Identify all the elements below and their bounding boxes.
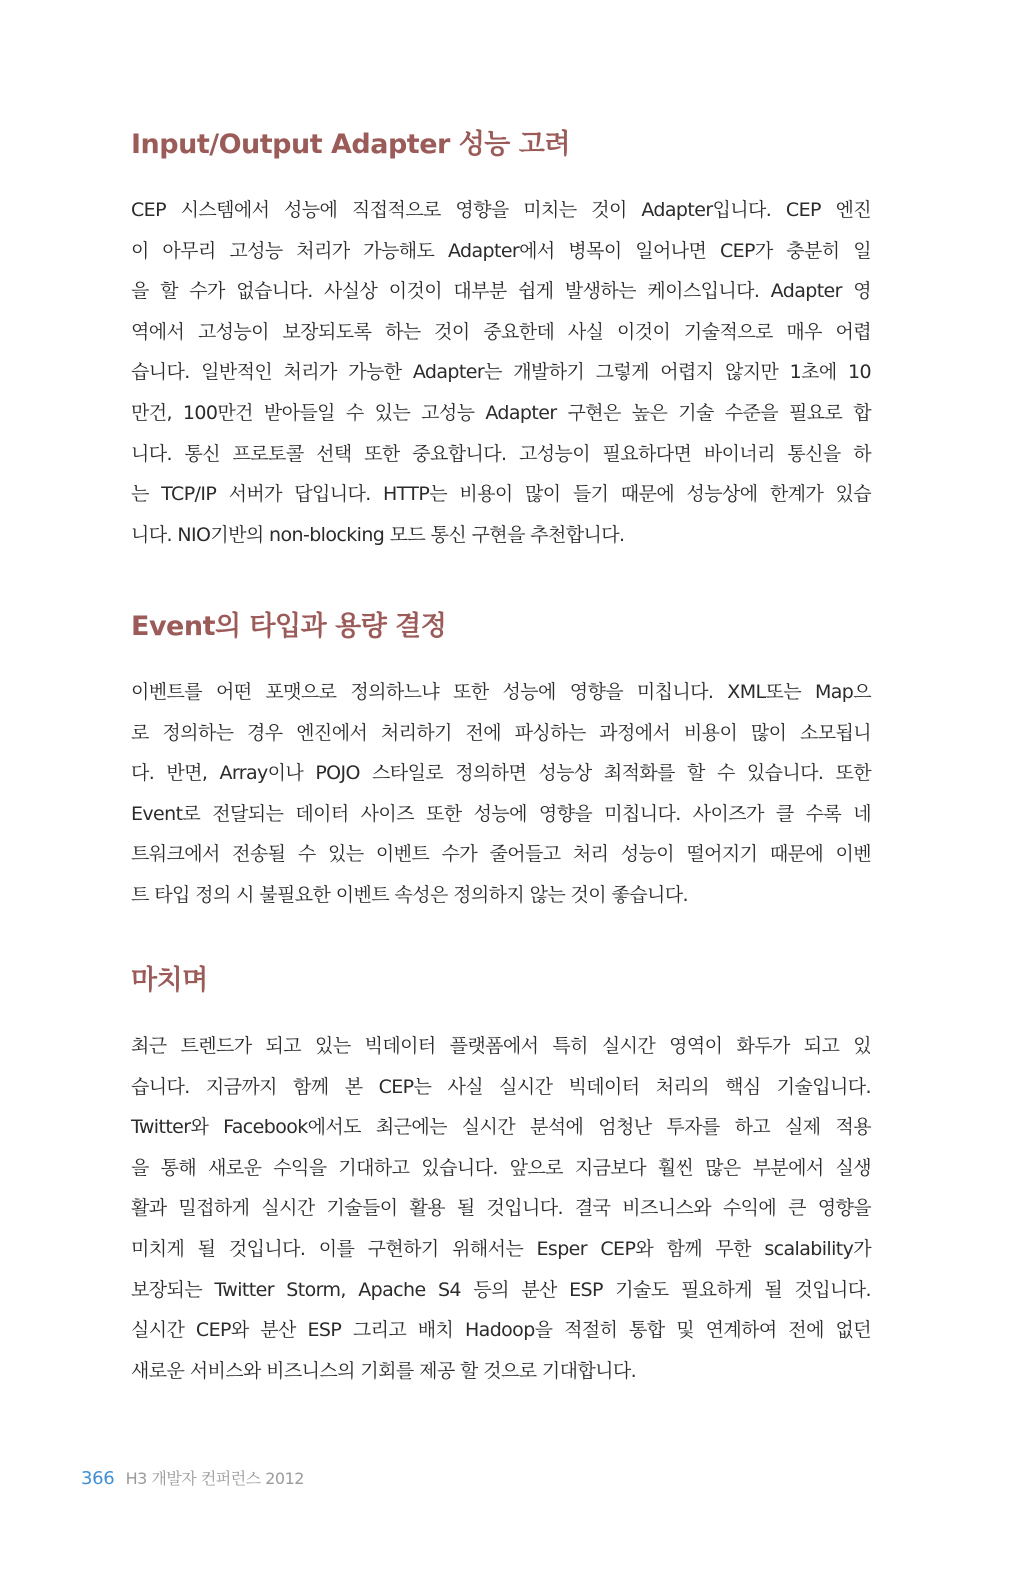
paragraph-line: 는 TCP/IP 서버가 답입니다. HTTP는 비용이 많이 들기 때문에 성능상에 한계가 있습 — [131, 483, 871, 506]
paragraph-line: 보장되는 Twitter Storm, Apache S4 등의 분산 ESP 기술도 필요하게 될 것입니다. — [131, 1278, 871, 1301]
page-footer — [81, 1467, 304, 1491]
paragraph-line: 새로운 서비스와 비즈니스의 기회를 제공 할 것으로 기대합니다. — [131, 1359, 637, 1382]
section-input-output-adapter — [131, 128, 871, 555]
paragraph-line: 다. 반면, Array이나 POJO 스타일로 정의하면 성능상 최적화를 할 수 있습니다. 또한 — [131, 762, 871, 785]
paragraph-line: 이벤트를 어떤 포맷으로 정의하느냐 또한 성능에 영향을 미칩니다. XML또는 Map으 — [131, 681, 871, 703]
paragraph-line: 이 아무리 고성능 처리가 가능해도 Adapter에서 병목이 일어나면 CEP가 충분히 일 — [131, 239, 871, 262]
paragraph-line: 니다. NIO기반의 non-blocking 모드 통신 구현을 추천합니다. — [131, 523, 625, 546]
paragraph-line: 최근 트렌드가 되고 있는 빅데이터 플랫폼에서 특히 실시간 영역이 화두가 되고 있 — [131, 1035, 871, 1057]
paragraph-line: 트워크에서 전송될 수 있는 이벤트 수가 줄어들고 처리 성능이 떨어지기 때문에 이벤 — [131, 843, 871, 866]
paragraph-line: 트 타입 정의 시 불필요한 이벤트 속성은 정의하지 않는 것이 좋습니다. — [131, 883, 688, 906]
section-body — [131, 190, 871, 555]
publication-title: H3 개발자 컨퍼런스 2012 — [125, 1469, 304, 1488]
paragraph-line: 로 정의하는 경우 엔진에서 처리하기 전에 파싱하는 과정에서 비용이 많이 소모됩니 — [131, 721, 871, 744]
paragraph-line: 을 통해 새로운 수익을 기대하고 있습니다. 앞으로 지금보다 훨씬 많은 부분에서 실생 — [131, 1156, 871, 1179]
paragraph-line: 니다. 통신 프로토콜 선택 또한 중요합니다. 고성능이 필요하다면 바이너리 통신을 하 — [131, 442, 871, 465]
paragraph-line: Twitter와 Facebook에서도 최근에는 실시간 분석에 엄청난 투자를 하고 실제 적용 — [131, 1116, 871, 1139]
section-heading: 마치며 — [131, 965, 208, 996]
paragraph-line: 활과 밀접하게 실시간 기술들이 활용 될 것입니다. 결국 비즈니스와 수익에 큰 영향을 — [131, 1197, 871, 1220]
paragraph-line: CEP 시스템에서 성능에 직접적으로 영향을 미치는 것이 Adapter입니다. CEP 엔진 — [131, 199, 871, 221]
paragraph-line: 습니다. 일반적인 처리가 가능한 Adapter는 개발하기 그렇게 어렵지 않지만 1초에 10 — [131, 361, 871, 384]
section-event-type-size — [131, 610, 871, 916]
page-number: 366 — [81, 1468, 115, 1489]
paragraph-line: 을 할 수가 없습니다. 사실상 이것이 대부분 쉽게 발생하는 케이스입니다. Adapter 영 — [131, 280, 871, 303]
paragraph-line: 미치게 될 것입니다. 이를 구현하기 위해서는 Esper CEP와 함께 무한 scalability가 — [131, 1237, 871, 1260]
paragraph-line: 실시간 CEP와 분산 ESP 그리고 배치 Hadoop을 적절히 통합 및 연계하여 전에 없던 — [131, 1319, 871, 1342]
section-heading: Input/Output Adapter 성능 고려 — [131, 129, 570, 160]
paragraph-line: 역에서 고성능이 보장되도록 하는 것이 중요한데 사실 이것이 기술적으로 매우 어렵 — [131, 320, 871, 343]
section-body — [131, 1026, 871, 1391]
section-conclusion — [131, 964, 871, 1391]
paragraph-line: 습니다. 지금까지 함께 본 CEP는 사실 실시간 빅데이터 처리의 핵심 기술입니다. — [131, 1075, 871, 1098]
section-heading: Event의 타입과 용량 결정 — [131, 611, 447, 642]
section-body — [131, 672, 871, 916]
paragraph-line: 만건, 100만건 받아들일 수 있는 고성능 Adapter 구현은 높은 기술 수준을 필요로 합 — [131, 401, 871, 424]
paragraph-line: Event로 전달되는 데이터 사이즈 또한 성능에 영향을 미칩니다. 사이즈가 클 수록 네 — [131, 802, 871, 825]
